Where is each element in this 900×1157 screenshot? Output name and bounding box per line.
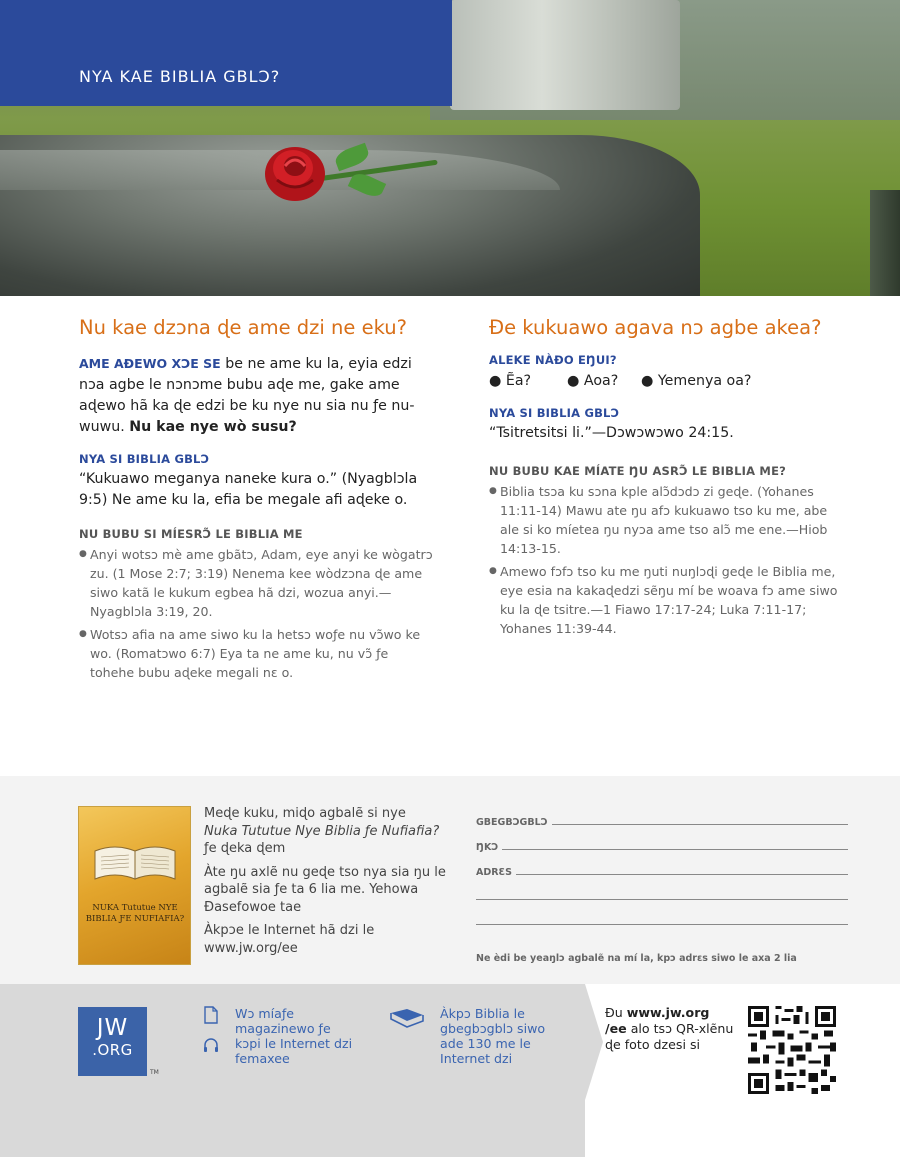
book-icon xyxy=(389,1007,425,1029)
address-field-3[interactable] xyxy=(476,903,848,928)
form-note: Ne èdi be yeaŋlɔ agbalẽ na mí la, kpɔ adrɛs siwo le axa 2 lia xyxy=(476,953,797,964)
language-label: GBEGBƆGBLƆ xyxy=(476,817,548,828)
book-cover xyxy=(78,806,191,965)
lead-prefix: AME AƉEWO XƆE SE xyxy=(79,356,221,371)
address-label: ADRƐS xyxy=(476,867,513,878)
feature-magazines: Wɔ míaƒe magazinewo ƒe kɔpi le Internet dzi femaxee xyxy=(235,1006,353,1066)
banner-title: NYA KAE BIBLIA GBLƆ? xyxy=(79,67,281,86)
lead-question: Nu kae nye wò susu? xyxy=(129,419,297,435)
left-lead xyxy=(79,353,434,438)
list-item: ● Biblia tsɔa ku sɔna kple alɔ̃dɔdɔ zi geɖe. (Yohanes 11:11-14) Mawu ate ŋu afɔ kukuawo tso ku me, abe ale si ko míetea ŋu nyɔa ame tso alɔ̃ me ene.—Hiob 14:13-15. xyxy=(489,482,849,558)
answer-options xyxy=(489,370,849,392)
right-quote: “Tsitretsitsi li.”—Dɔwɔwɔwo 24:15. xyxy=(489,425,734,441)
address-line[interactable] xyxy=(516,874,848,875)
request-form xyxy=(476,803,848,928)
list-item: ● Anyi wotsɔ mè ame gbãtɔ, Adam, eye anyi ke wògatrɔ zu. (1 Mose 2:7; 3:19) Nenema kee wòdzɔna ɖe ame siwo katã le kukum egbea hã dzi, wozua anyi.—Nyagblɔla 3:19, 20. xyxy=(79,545,434,621)
left-bullet-list xyxy=(79,545,434,682)
option-unsure[interactable]: ● Yemenya oa? xyxy=(641,373,752,389)
trademark: TM xyxy=(150,1069,159,1076)
site-prefix: Ɖu xyxy=(605,1005,627,1020)
offer-book-title: Nuka Tututue Nye Biblia ƒe Nufiafia? xyxy=(204,823,440,839)
book-cover-title: NUKA Tututue NYE BIBLIA ƑE NUFIAFIA? xyxy=(85,903,185,924)
offer-chapter-note: Àte ŋu axlẽ nu geɖe tso nya sia ŋu le agbalẽ sia ƒe ta 6 lia me. Yehowa Ðasefowoe tae xyxy=(204,864,446,915)
headphones-icon xyxy=(203,1037,219,1053)
left-quote: “Kukuawo meganya naneke kura o.” (Nyagblɔla 9:5) Ne ame ku la, efia be megale afi aɖeke o. xyxy=(79,471,418,508)
side-gravestone xyxy=(870,190,900,296)
footer-arrow xyxy=(585,984,603,1100)
language-line[interactable] xyxy=(552,824,848,825)
address-field[interactable] xyxy=(476,853,848,878)
logo-org: .ORG xyxy=(92,1041,133,1059)
right-subheading-opinion: ALEKE NÀƉO EŊUI? xyxy=(489,353,617,367)
name-line[interactable] xyxy=(502,849,848,850)
title-banner xyxy=(0,0,452,106)
list-item: ● Amewo fɔfɔ tso ku me ŋuti nuŋlɔɖi geɖe le Biblia me, eye esia na kakaɖedzi sẽŋu mí be woava fɔ ame siwo ku la ɖe tsitre.—1 Fiawo 17:17-24; Luka 7:11-17; Yohanes 11:39-44. xyxy=(489,562,849,638)
offer-line1: Meɖe kuku, miɖo agbalẽ si nye xyxy=(204,806,406,821)
right-column xyxy=(489,316,849,642)
open-bible-icon xyxy=(93,841,177,881)
option-unsure-label: Yemenya oa? xyxy=(657,373,752,389)
right-bullet-list xyxy=(489,482,849,638)
red-rose-icon xyxy=(255,132,335,212)
logo-jw: JW xyxy=(96,1015,129,1041)
right-question: Ɖe kukuawo agava nɔ agbe akea? xyxy=(489,316,822,339)
site-suffix: alo tsɔ QR-xlẽnu ɖe foto dzesi si xyxy=(605,1021,734,1052)
offer-paragraph xyxy=(204,805,454,858)
option-no-label: Aoa? xyxy=(583,373,619,389)
option-yes-label: Ẽa? xyxy=(505,373,532,389)
left-column xyxy=(79,316,434,686)
site-url[interactable]: www.jw.org /ee xyxy=(605,1005,710,1036)
qr-code-icon[interactable] xyxy=(748,1006,836,1094)
offer-web-note: Àkpɔe le Internet hã dzi le www.jw.org/ee xyxy=(204,923,375,956)
address-field-2[interactable] xyxy=(476,878,848,903)
address-line-2[interactable] xyxy=(476,899,848,900)
left-subheading-more: NU BUBU SI MÍESRƆ̃ LE BIBLIA ME xyxy=(79,527,303,541)
option-no[interactable]: ● Aoa? xyxy=(567,373,619,389)
site-instruction xyxy=(605,1005,735,1053)
feature-bible-languages: Àkpɔ Biblia le gbegbɔgblɔ siwo ade 130 me le Internet dzi xyxy=(440,1006,546,1066)
left-subheading-bible: NYA SI BIBLIA GBLƆ xyxy=(79,452,210,466)
right-subheading-more: NU BUBU KAE MÍATE ŊU ASRƆ̃ LE BIBLIA ME? xyxy=(489,464,787,478)
jw-org-logo[interactable] xyxy=(78,1007,147,1076)
left-question: Nu kae dzɔna ɖe ame dzi ne eku? xyxy=(79,316,407,339)
lead-text: be ne ame ku la, eyia edzi nɔa agbe le nɔnɔme bubu aɖe me, gake ame aɖewo hã ka ɖe edzi be ku nye nu sia nu ƒe nuwuwu. xyxy=(79,356,415,435)
offer-line2: ƒe ɖeka ɖem xyxy=(204,841,286,856)
book-offer xyxy=(204,805,454,963)
list-item: ● Wotsɔ afia na ame siwo ku la hetsɔ woƒe nu vɔ̃wo ke wo. (Romatɔwo 6:7) Eya ta ne ame ku, nu vɔ̃ ƒe tohehe bubu aɖeke megali nɛ o. xyxy=(79,625,434,682)
language-field[interactable] xyxy=(476,803,848,828)
option-yes[interactable]: ● Ẽa? xyxy=(489,373,532,389)
name-field[interactable] xyxy=(476,828,848,853)
document-icon xyxy=(204,1006,218,1024)
background-gravestone xyxy=(450,0,680,110)
right-subheading-bible: NYA SI BIBLIA GBLƆ xyxy=(489,406,620,420)
name-label: ŊKƆ xyxy=(476,842,499,853)
address-line-3[interactable] xyxy=(476,924,848,925)
